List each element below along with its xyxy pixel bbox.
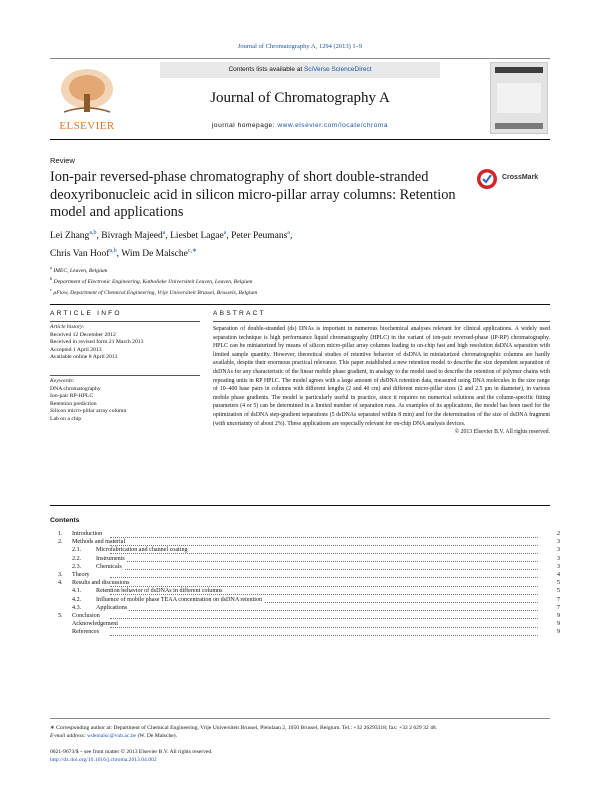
keyword: DNA chromatography	[50, 385, 101, 392]
crossmark-badge[interactable]	[476, 168, 556, 190]
publisher-name: ELSEVIER	[59, 120, 115, 132]
affiliation: $^a$ IMEC, Leuven, Belgium	[50, 265, 108, 274]
toc-entry[interactable]: 1. Introduction 2	[58, 531, 560, 537]
article-history	[50, 324, 200, 362]
homepage-prefix: journal homepage:	[211, 122, 278, 129]
homepage-link[interactable]: www.elsevier.com/locate/chroma	[277, 122, 389, 129]
history-item: Received 12 December 2012	[50, 331, 116, 338]
affiliation: $^b$ Department of Electronic Engineering, Katholieke Universiteit Leuven, Leuven, Belgium	[50, 275, 253, 285]
contents-prefix: Contents lists available at	[228, 66, 304, 73]
abstract-body	[213, 325, 550, 437]
journal-citation[interactable]: Journal of Chromatography A, 1294 (2013) 1–9	[237, 43, 363, 50]
cover-band-bottom	[495, 123, 543, 129]
keyword: Silicon micro-pillar array column	[50, 408, 127, 415]
keyword: Lab on a chip	[50, 415, 82, 422]
keywords-label: Keywords:	[50, 378, 75, 384]
author[interactable]: Peter Peumans$^a$,	[231, 230, 293, 242]
cover-panel	[497, 83, 541, 113]
author[interactable]: Lei Zhang$^{a,b}$,	[50, 230, 102, 242]
toc-entry[interactable]: References 9	[72, 629, 560, 636]
author[interactable]: Wim De Malsche$^{c,∗}$	[121, 248, 198, 260]
history-item: Available online 8 April 2013	[50, 354, 118, 361]
abstract-copyright: © 2013 Elsevier B.V. All rights reserved.	[454, 429, 550, 436]
article-title: Ion-pair reversed-phase chromatography of short double-stranded deoxyribonucleic acid in silicon micro-pillar array columns: Retention model and applications	[50, 169, 456, 220]
toc-entry[interactable]: 2.3. Chemicals 3	[72, 563, 560, 570]
section-divider	[50, 304, 550, 305]
article-type: Review	[50, 156, 75, 165]
email-line: E-mail address: wdemalsc@vub.ac.be (W. De Malsche).	[50, 733, 178, 739]
sciencedirect-link[interactable]: SciVerse ScienceDirect	[303, 66, 372, 73]
toc-entry[interactable]: 4. Results and discussions 5	[58, 580, 560, 587]
toc-entry[interactable]: 2.2. Instruments 3	[72, 555, 560, 562]
history-item: Received in revised form 21 March 2013	[50, 339, 144, 346]
keyword: Retention prediction	[50, 400, 97, 407]
toc-entry[interactable]: 5. Conclusion 9	[58, 612, 560, 619]
author-list	[50, 226, 520, 262]
toc-entry[interactable]: 2. Methods and material 3	[58, 539, 560, 546]
elsevier-logo[interactable]	[52, 64, 122, 134]
history-label: Article history:	[50, 324, 85, 330]
affiliations	[50, 264, 257, 297]
info-rule	[50, 321, 200, 322]
issn-line: 0021-9673/$ – see front matter © 2013 Elsevier B.V. All rights reserved.	[50, 749, 213, 755]
abstract-heading: ABSTRACT	[213, 310, 266, 317]
keyword: Ion-pair RP-HPLC	[50, 393, 94, 400]
cover-band-top	[495, 67, 543, 73]
contents-available-line	[160, 62, 440, 78]
corresponding-author-footnote	[50, 724, 560, 740]
corresponding-author: ∗ Corresponding author at: Department of Chemical Engineering, Vrije Universiteit Brussel, Pleinlaan 2, 1050 Brussel, Belgium. Tel.: +32 26293318; fax: +32 2 629 32 48.	[50, 725, 438, 731]
journal-title: Journal of Chromatography A	[210, 90, 390, 106]
affiliation: $^c$ μFlow, Department of Chemical Engineering, Vrije Universiteit Brussel, Brussels, Belgium	[50, 286, 258, 296]
abstract-rule	[213, 321, 550, 322]
table-of-contents	[50, 531, 560, 637]
article-identifiers	[50, 748, 213, 764]
author[interactable]: Bivragh Majeed$^a$,	[101, 230, 171, 242]
toc-entry[interactable]: 3. Theory 4	[58, 571, 560, 578]
doi-link[interactable]: http://dx.doi.org/10.1016/j.chroma.2013.04.002	[50, 757, 157, 763]
toc-entry[interactable]: 2.1. Microfabrication and channel coating 3	[72, 547, 560, 554]
section-divider	[50, 505, 550, 506]
info-rule	[50, 375, 200, 376]
toc-entry[interactable]: Acknowledgement 9	[72, 621, 560, 628]
crossmark-label: CrossMark	[502, 174, 539, 181]
article-info-heading: ARTICLE INFO	[50, 310, 122, 317]
journal-cover-image	[490, 62, 548, 134]
contents-heading: Contents	[50, 517, 80, 524]
author[interactable]: Chris Van Hoof$^{a,b}$,	[50, 248, 122, 260]
crossmark-icon	[476, 168, 498, 190]
history-item: Accepted 1 April 2013	[50, 346, 102, 353]
toc-entry[interactable]: 4.2. Influence of mobile phase TEAA concentration on dsDNA retention 7	[72, 596, 560, 603]
journal-homepage	[160, 122, 440, 129]
email-link[interactable]: wdemalsc@vub.ac.be	[87, 733, 137, 739]
footnote-rule	[50, 718, 550, 719]
author[interactable]: Liesbet Lagae$^a$,	[170, 230, 232, 242]
keywords	[50, 378, 200, 424]
abstract-text: Separation of double-stranded (ds) DNAs is important in numerous biochemical analyses relevant for clinical applications. A widely used separation technique is high performance liquid chromatography (HPLC) in the variant of ion-pair reversed-phase (IP-RP) chromatography. HPLC can be miniaturized by means of silicon micro-pillar array columns leading to on-chip fast and high resolution dsDNA separation with limited sample quantity. However, theoretical studies of retentive behavior of dsDNA in miniaturized chromatographic columns are hardly available, despite their enormous practical relevance. This paper established a new retention model to describe the size dependent separation of dsDNAs for any characteristic of the linear mobile phase gradient, in analogy to the model used to describe the retention of polymer chains with repeating units in RP HPLC. The model agrees with a large amount of dsDNA retention data, measured using DNA molecules in the size range of 10–400 base pairs in columns with different lengths (2 and 40 cm) and different micro-pillar sizes (2 and 2.5 μm in diameter), in various mobile phase gradients. The model is particularly useful in practice, since it requires no numerical solutions and the column-specific fitting parameters (4 or 5) can be determined in a limited number of separation runs. As examples of its applications, the model has been used for the optimization of dsDNA step-gradient separations (5 dsDNAs separated within 8 min) and for the determination of the size of dsDNA fragment (with uncertainty of about 2%). These applications are especially relevant for on-chip DNA analysis devices.	[213, 326, 550, 427]
toc-entry[interactable]: 4.3. Applications 7	[72, 604, 560, 611]
toc-entry[interactable]: 4.1. Retention behavior of dsDNAs in different columns 5	[72, 588, 560, 595]
